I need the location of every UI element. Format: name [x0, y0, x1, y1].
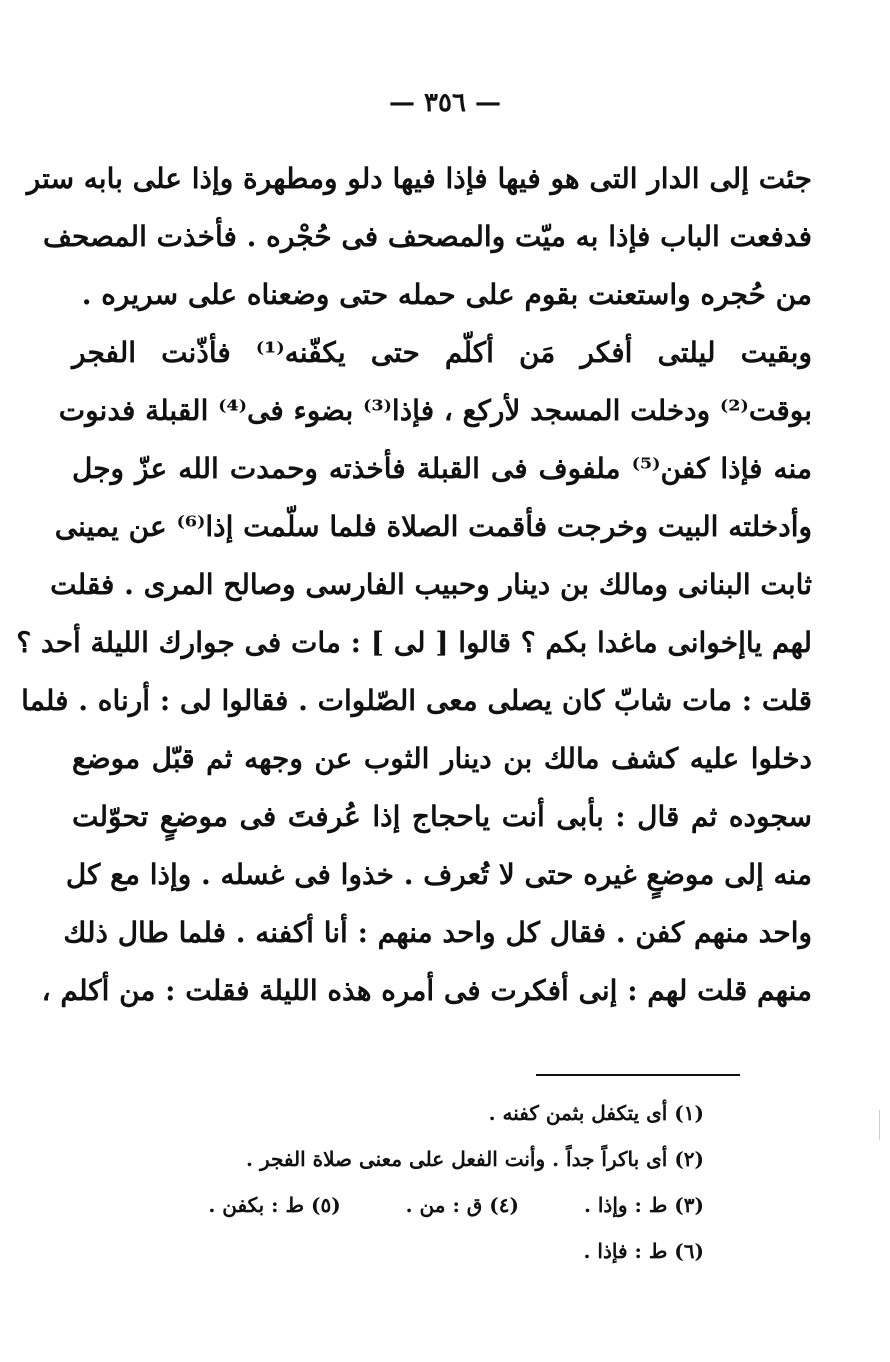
text-line-6: منه فإذا كفن⁽⁵⁾ ملفوف فى القبلة فأخذته وحمدت الله عزّ وجل	[72, 452, 812, 485]
text-line-3: من حُجره واستعنت بقوم على حمله حتى وضعناه على سريره .	[81, 278, 812, 311]
text-line-13: منه إلى موضعٍ غيره حتى لا تُعرف . خذوا فى غسله . وإذا مع كل	[65, 858, 812, 891]
footnote-line-4	[100, 1228, 704, 1274]
footnote-line-2	[100, 1136, 704, 1182]
footnote-3: (٣) ط : وإذا .	[583, 1193, 704, 1217]
main-text	[16, 150, 812, 1020]
text-line-10: قلت : مات شابّ كان يصلى معى الصّلوات . فقالوا لى : أرناه . فلما	[21, 684, 812, 717]
text-line-15: منهم قلت لهم : إنى أفكرت فى أمره هذه الليلة فقلت : من أكلم ،	[41, 974, 812, 1007]
page-number: — ٣٥٦ —	[388, 88, 502, 118]
footnote-6: (٦) ط : فإذا .	[583, 1239, 704, 1263]
footnote-line-3	[100, 1182, 704, 1228]
text-line-5: بوقت⁽²⁾ ودخلت المسجد لأركع ، فإذا⁽³⁾ بضوء فى⁽⁴⁾ القبلة فدنوت	[58, 394, 812, 427]
footnote-divider	[536, 1074, 740, 1076]
text-line-14: واحد منهم كفن . فقال كل واحد منهم : أنا أكفنه . فلما طال ذلك	[63, 916, 812, 949]
text-line-1: جئت إلى الدار التى هو فيها فإذا فيها دلو ومطهرة وإذا على بابه ستر	[26, 162, 812, 195]
footnote-5: (٥) ط : بكفن .	[208, 1193, 341, 1217]
footnote-line-1	[100, 1090, 704, 1136]
footnote-2: (٢) أى باكراً جداً . وأنت الفعل على معنى صلاة الفجر .	[246, 1147, 704, 1171]
footnote-4: (٤) ق : من .	[405, 1193, 519, 1217]
text-line-9: لهم ياإخوانى ماغدا بكم ؟ قالوا [ لى ] : مات فى جوارك الليلة أحد ؟	[16, 626, 812, 659]
text-line-7: وأدخلته البيت وخرجت فأقمت الصلاة فلما سلّمت إذا⁽⁶⁾ عن يمينى	[54, 510, 812, 543]
text-line-2: فدفعت الباب فإذا به ميّت والمصحف فى حُجْره . فأخذت المصحف	[43, 220, 812, 253]
text-line-11: دخلوا عليه كشف مالك بن دينار الثوب عن وجهه ثم قبّل موضع	[72, 742, 812, 775]
footnote-1: (١) أى يتكفل بثمن كفنه .	[488, 1101, 704, 1125]
text-line-4: وبقيت ليلتى أفكر مَن أكلّم حتى يكفّنه⁽¹⁾ فأذّنت الفجر	[72, 336, 812, 369]
text-line-12: سجوده ثم قال : بأبى أنت ياحجاج إذا عُرفتَ فى موضعٍ تحوّلت	[72, 800, 812, 833]
scan-edge-mark	[879, 1110, 880, 1140]
text-line-8: ثابت البنانى ومالك بن دينار وحبيب الفارسى وصالح المرى . فقلت	[50, 568, 812, 601]
footnotes	[100, 1090, 704, 1274]
